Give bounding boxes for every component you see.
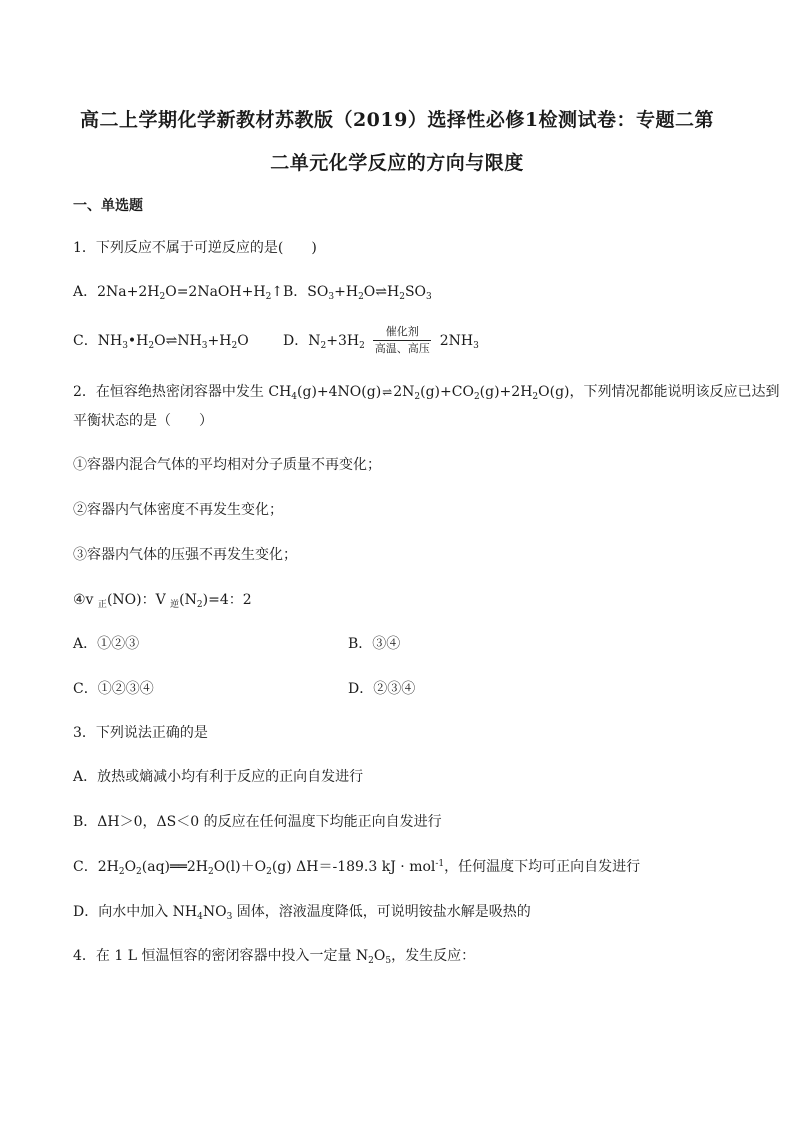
q2-option-d: D．②③④ [348,681,416,697]
document-title-line-2: 二单元化学反应的方向与限度 [270,152,524,174]
q1-option-d: D．$N_2+3H_2$ 催化剂 高温、高压 $2NH_3$ [283,325,479,355]
q2-option-c: C．①②③④ [73,681,154,697]
q1-option-b: B．$SO_3+H_2O\rightleftharpoons H_2SO_3$ [283,284,432,302]
q2-condition-3: ③容器内气体的压强不再发生变化； [73,547,297,563]
q2-condition-2: ②容器内气体密度不再发生变化； [73,502,283,518]
condition-catalyst: 催化剂 [385,325,419,338]
q1-option-a: A．$2Na+2H_2O=2NaOH+H_2↑$ [73,284,284,302]
question-4-stem: 4．在 1 L 恒温恒容的密闭容器中投入一定量 $N_2O_5$，发生反应： [73,948,476,966]
reversible-arrow-icon [373,340,431,341]
document-title-line-1: 高二上学期化学新教材苏教版（2019）选择性必修1检测试卷：专题二第 [79,109,715,131]
section-heading: 一、单选题 [73,198,143,214]
q2-condition-4: ④v $_正$(NO)：V $_逆(N_2)=4$：2 [73,592,252,610]
q3-option-c: C．$2H_2O_2(aq)══2H_2O(l)+O_2(g)$ ΔH＝-189.3 kJ · mol$^{-1}$，任何温度下均可正向自发进行 [73,859,641,877]
q2-condition-1: ①容器内混合气体的平均相对分子质量不再变化； [73,457,381,473]
reaction-condition-arrow [371,326,433,356]
q2-option-b: B．③④ [348,636,401,652]
q3-option-b: B．ΔH＞0，ΔS＜0 的反应在任何温度下均能正向自发进行 [73,814,442,830]
equilibrium-arrow-icon: ⇌ [382,385,393,399]
question-2-stem-line-2: 平衡状态的是（ ） [73,413,213,429]
condition-temp-pressure: 高温、高压 [374,342,430,355]
question-1-stem: 1．下列反应不属于可逆反应的是( ) [73,240,317,256]
question-2-stem: 2．在恒容绝热密闭容器中发生 $CH_4(g)+4NO(g)\rightleftharpoons 2N_2(g)+CO_2(g)+2H_2O(g)$，下列情况都能说明该反应已达到 [73,384,780,402]
q1-option-c: C．$NH_3•H_2O\rightleftharpoons NH_3+H_2O$ [73,333,249,351]
question-3-stem: 3．下列说法正确的是 [73,725,208,741]
q3-option-a: A．放热或熵减小均有利于反应的正向自发进行 [73,769,364,785]
q2-option-a: A．①②③ [73,636,140,652]
q3-option-d: D．向水中加入 $NH_4NO_3$ 固体，溶液温度降低，可说明铵盐水解是吸热的 [73,904,531,922]
